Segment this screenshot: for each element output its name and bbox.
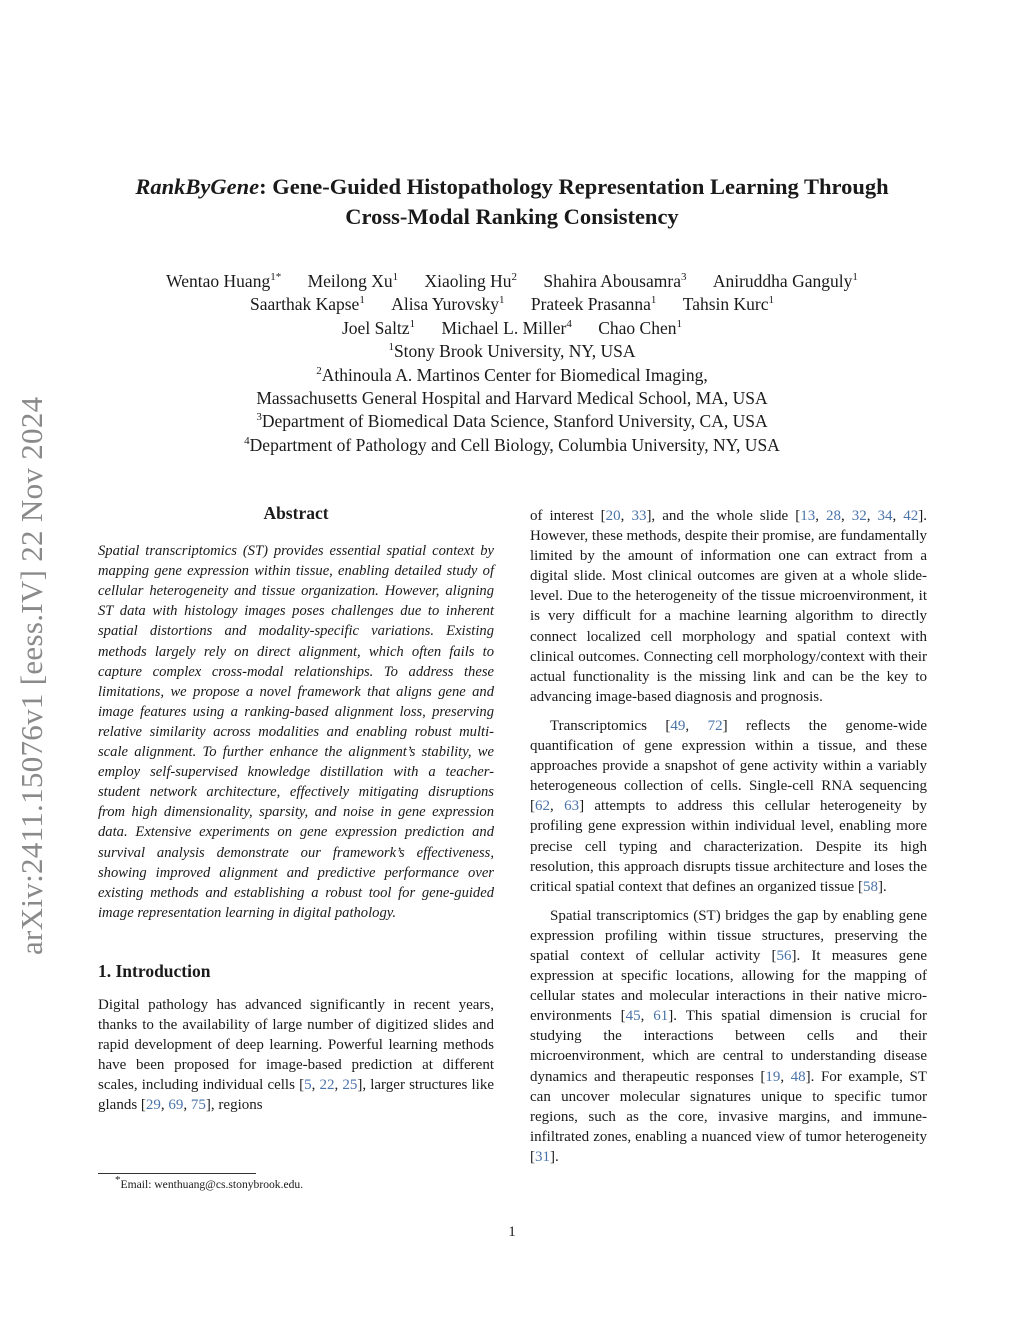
citation-link[interactable]: 25 [342,1077,358,1094]
author-block [90,270,934,457]
introduction-heading: 1. Introduction [98,960,211,981]
citation-link[interactable]: 13 [800,508,816,524]
affiliation-2: $^2$Athinoula A. Martinos Center for Biomedical Imaging, [316,364,708,385]
citation-link[interactable]: 61 [653,1008,669,1025]
abstract-text: Spatial transcriptomics (ST) provides essential spatial context by mapping gene expression within tissue, enabling detailed study of cellular heterogeneity and tissue organization. However, aligning ST data with histology images poses challenges due to inherent spatial distortions and modality-specific variations. Existing methods largely rely on direct alignment, which often fails to capture complex cross-modal relationships. To address these limitations, we propose a novel framework that aligns gene and image features using a ranking-based alignment loss, preserving relative similarity across modalities and enabling robust multi-scale alignment. To further enhance the alignment’s stability, we employ self-supervised knowledge distillation with a teacher-student network architecture, effectively mitigating disruptions from high dimensionality, sparsity, and noise in gene expression data. Extensive experiments on gene expression prediction and survival analysis demonstrate our framework’s effectiveness, showing improved alignment and predictive performance over existing methods and establishing a robust tool for gene-guided image representation learning in digital pathology. [98,543,494,921]
author: Chao Chen$^1$ [598,317,682,338]
author-row-3 [90,317,934,340]
affiliation-2-line-2: Massachusetts General Hospital and Harvard Medical School, MA, USA [256,388,768,409]
author: Michael L. Miller$^4$ [441,317,572,338]
arxiv-identifier: arXiv:2411.15076v1 [eess.IV] 22 Nov 2024 [14,396,49,955]
citation-link[interactable]: 20 [605,508,621,524]
citation-link[interactable]: 5 [304,1077,312,1094]
page-number: 1 [508,1224,516,1240]
citation-link[interactable]: 34 [877,508,893,524]
citation-link[interactable]: 75 [190,1097,206,1114]
citation-link[interactable]: 22 [319,1077,335,1094]
intro-paragraph-1: Digital pathology has advanced significantly in recent years, thanks to the availability of large number of digitized slides and rapid development of deep learning. Powerful learning methods have been proposed for image-based prediction at different scales, including individual cells [5, 22, 25], larger structures like glands [29, 69, 75], regions [98,996,495,1114]
footnote-email: *Email: wenthuang@cs.stonybrook.edu. [115,1174,304,1191]
intro-paragraph-2: Transcriptomics [49, 72] reflects the genome-wide quantification of gene expression within a tissue, and these approaches provide a snapshot of gene activity within a variably heterogeneous collection of cells. Single-cell RNA sequencing [62, 63] attempts to address this cellular heterogeneity by profiling gene expression within individual level, enabling more precise cell typing and characterization. Despite its high resolution, this approach disrupts tissue architecture and loses the critical spatial context that defines an organized tissue [58]. [530,717,928,895]
affiliation-4: $^4$Department of Pathology and Cell Biology, Columbia University, NY, USA [244,434,780,455]
affiliation-1: $^1$Stony Brook University, NY, USA [388,341,636,362]
intro-paragraph-3: Spatial transcriptomics (ST) bridges the gap by enabling gene expression profiling within tissue structures, preserving the spatial context of cellular activity [56]. It measures gene expression at specific locations, allowing for the mapping of cellular states and molecular interactions in their native micro-environments [45, 61]. This spatial dimension is crucial for studying the interactions between cells and their microenvironment, which are central to understanding disease dynamics and therapeutic responses [19, 48]. For example, ST can uncover molecular signatures unique to specific tumor regions, such as the core, invasive margins, and immune-infiltrated zones, enabling a nuanced view of tumor heterogeneity [31]. [530,907,927,1165]
citation-link[interactable]: 45 [625,1008,641,1025]
author: Wentao Huang$^{1*}$ [166,271,282,291]
citation-link[interactable]: 28 [825,508,841,524]
title-line-2: Cross-Modal Ranking Consistency [345,204,679,229]
citation-link[interactable]: 19 [765,1068,781,1085]
author: Xiaoling Hu$^2$ [424,271,518,291]
author: Meilong Xu$^1$ [307,271,399,291]
title-method-name: RankByGene [135,174,260,199]
citation-link[interactable]: 69 [168,1097,184,1114]
author: Saarthak Kapse$^1$ [249,294,365,315]
affiliation-3: $^3$Department of Biomedical Data Science, Stanford University, CA, USA [256,411,768,432]
citation-link[interactable]: 49 [670,717,686,734]
paper-title [90,172,934,232]
right-column [530,506,927,1176]
intro-paragraph-1-continued: of interest [20, 33], and the whole slide [13, 28, 32, 34, 42]. However, these methods, despite their promise, are fundamentally limited by the amount of information one can extract from a digital slide. Most clinical outcomes are given at a whole slide-level. Due to the heterogeneity of the tissue microenvironment, it is very difficult for a machine learning algorithm to directly connect localized cell morphology and spatial context with clinical outcomes. Connecting cell morphology/context with their actual functionality is the missing link and can be the key to advancing image-based diagnosis and prognosis. [530,508,928,705]
citation-link[interactable]: 31 [535,1148,550,1165]
citation-link[interactable]: 29 [145,1097,161,1114]
citation-link[interactable]: 56 [776,947,792,964]
citation-link[interactable]: 62 [535,798,550,815]
author: Shahira Abousamra$^3$ [543,271,687,291]
citation-link[interactable]: 58 [862,878,878,895]
author: Prateek Prasanna$^1$ [530,294,657,315]
citation-link[interactable]: 72 [707,717,723,734]
author: Tahsin Kurc$^1$ [682,294,775,315]
citation-link[interactable]: 42 [903,508,919,524]
citation-link[interactable]: 32 [851,508,867,524]
abstract-heading: Abstract [263,503,329,523]
author-row-2 [90,293,934,316]
left-column [98,503,494,1116]
author-row-1 [90,270,934,293]
citation-link[interactable]: 48 [790,1068,806,1085]
footnote-rule [98,1173,256,1174]
citation-link[interactable]: 63 [564,798,580,815]
author: Alisa Yurovsky$^1$ [391,294,505,315]
citation-link[interactable]: 33 [631,508,647,524]
author: Joel Saltz$^1$ [342,317,416,338]
title-line-1: : Gene-Guided Histopathology Representation Learning Through [259,174,889,199]
author: Aniruddha Ganguly$^1$ [712,271,858,291]
